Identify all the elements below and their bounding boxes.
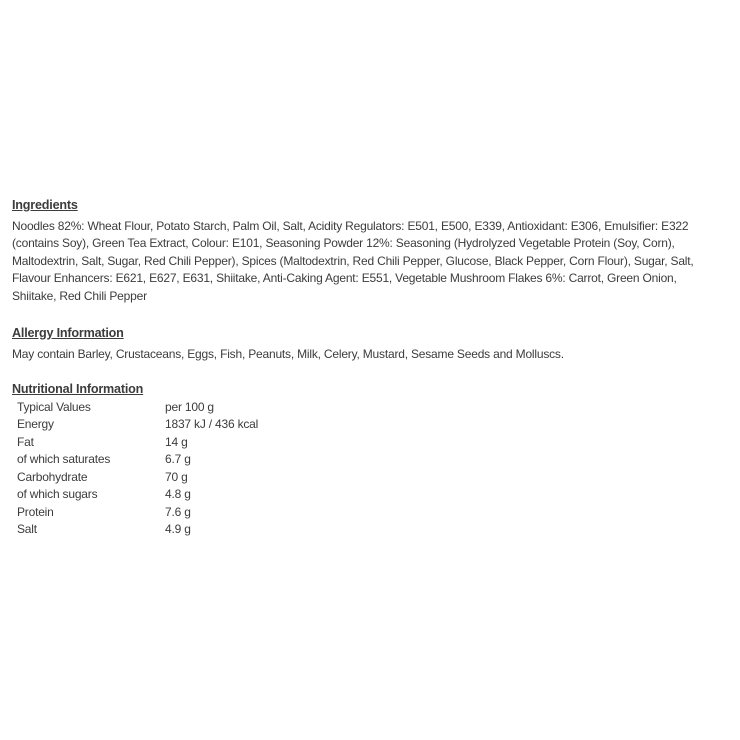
ingredients-line: Maltodextrin, Salt, Sugar, Red Chili Pepper), Spices (Maltodextrin, Red Chili Pepper, Glucose, Black Pepper, Corn Flour), Sugar, Salt, — [12, 253, 694, 268]
table-row — [17, 504, 730, 522]
nutrient-name: Salt — [17, 522, 37, 536]
allergy-line: May contain Barley, Crustaceans, Eggs, Fish, Peanuts, Milk, Celery, Mustard, Sesame Seeds and Molluscs. — [12, 346, 564, 361]
ingredients-line: Flavour Enhancers: E621, E627, E631, Shiitake, Anti-Caking Agent: E551, Vegetable Mushroom Flakes 6%: Carrot, Green Onion, — [12, 271, 677, 285]
table-row — [17, 486, 730, 504]
nutrient-name: Fat — [17, 434, 34, 449]
nutrient-value: 4.9 g — [165, 522, 191, 536]
nutrient-value: 70 g — [165, 469, 188, 484]
ingredients-line: Noodles 82%: Wheat Flour, Potato Starch, Palm Oil, Salt, Acidity Regulators: E501, E500, E339, Antioxidant: E306, Emulsifier: E322 — [12, 218, 689, 233]
nutrient-value: 7.6 g — [165, 504, 191, 519]
ingredients-line: (contains Soy), Green Tea Extract, Colour: E101, Seasoning Powder 12%: Seasoning (Hydrolyzed Vegetable Protein (Soy, Corn), — [12, 236, 675, 250]
nutrient-name: Protein — [17, 504, 54, 519]
nutrient-name: of which sugars — [17, 487, 98, 501]
allergy-section — [12, 325, 730, 363]
nutrition-section — [12, 381, 730, 539]
nutrient-value: 1837 kJ / 436 kcal — [165, 417, 259, 431]
ingredients-line: Shiitake, Red Chili Pepper — [12, 288, 147, 303]
table-row — [17, 434, 730, 452]
nutrition-header-row — [17, 399, 730, 417]
allergy-heading: Allergy Information — [12, 326, 124, 340]
allergy-text — [12, 346, 730, 364]
nutrient-value: 6.7 g — [165, 452, 191, 466]
ingredients-text — [12, 218, 730, 306]
table-row — [17, 469, 730, 487]
ingredients-section — [12, 197, 730, 305]
table-row — [17, 451, 730, 469]
ingredients-heading: Ingredients — [12, 198, 78, 212]
table-row — [17, 416, 730, 434]
nutrition-table — [12, 399, 730, 539]
nutrition-heading: Nutritional Information — [12, 382, 144, 396]
nutrient-value: 4.8 g — [165, 487, 191, 501]
table-row — [17, 521, 730, 539]
nutrient-name: Energy — [17, 417, 54, 431]
nutrient-name: Carbohydrate — [17, 469, 88, 484]
nutrient-name: of which saturates — [17, 452, 111, 466]
nutrition-header-label: Typical Values — [17, 399, 91, 414]
nutrient-value: 14 g — [165, 434, 188, 449]
nutrition-header-value: per 100 g — [165, 399, 214, 414]
